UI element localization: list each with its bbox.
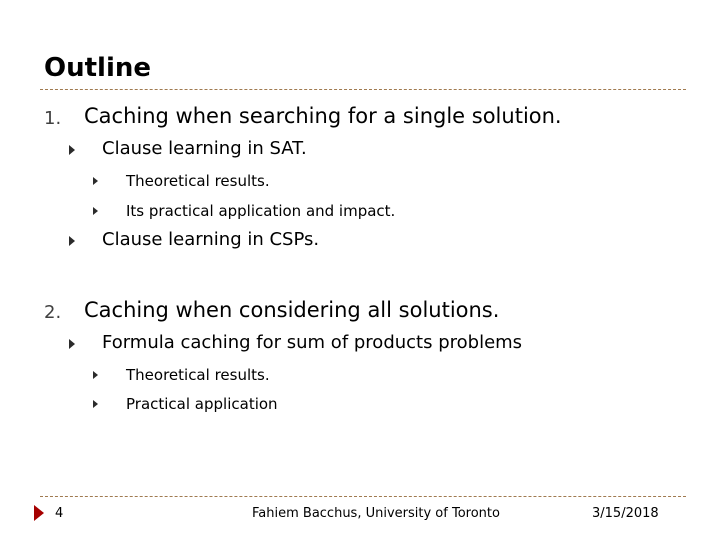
bullet-icon (69, 339, 75, 349)
bullet-icon (93, 400, 98, 408)
page-number: 4 (55, 506, 64, 521)
footer-author: Fahiem Bacchus, University of Toronto (252, 506, 500, 521)
sub-sub-item-theoretical-results: Theoretical results. (126, 172, 270, 190)
list-item-1: Caching when searching for a single solution. (84, 104, 562, 128)
list-item-2: Caching when considering all solutions. (84, 298, 500, 322)
bullet-icon (93, 207, 98, 215)
sub-sub-item-theoretical-results-2: Theoretical results. (126, 366, 270, 384)
page-marker-icon (34, 505, 44, 521)
title-divider (40, 89, 686, 90)
sub-item-clause-learning-csps: Clause learning in CSPs. (102, 229, 320, 250)
list-number-2: 2. (44, 302, 62, 323)
footer-date: 3/15/2018 (592, 506, 659, 521)
bullet-icon (69, 236, 75, 246)
bullet-icon (93, 177, 98, 185)
sub-sub-item-practical-application-impact: Its practical application and impact. (126, 202, 396, 220)
bullet-icon (69, 145, 75, 155)
sub-item-formula-caching: Formula caching for sum of products problems (102, 332, 523, 353)
sub-item-clause-learning-sat: Clause learning in SAT. (102, 138, 307, 159)
bullet-icon (93, 371, 98, 379)
slide-title: Outline (44, 53, 152, 83)
footer-divider (40, 496, 686, 497)
list-number-1: 1. (44, 108, 62, 129)
sub-sub-item-practical-application: Practical application (126, 395, 278, 413)
